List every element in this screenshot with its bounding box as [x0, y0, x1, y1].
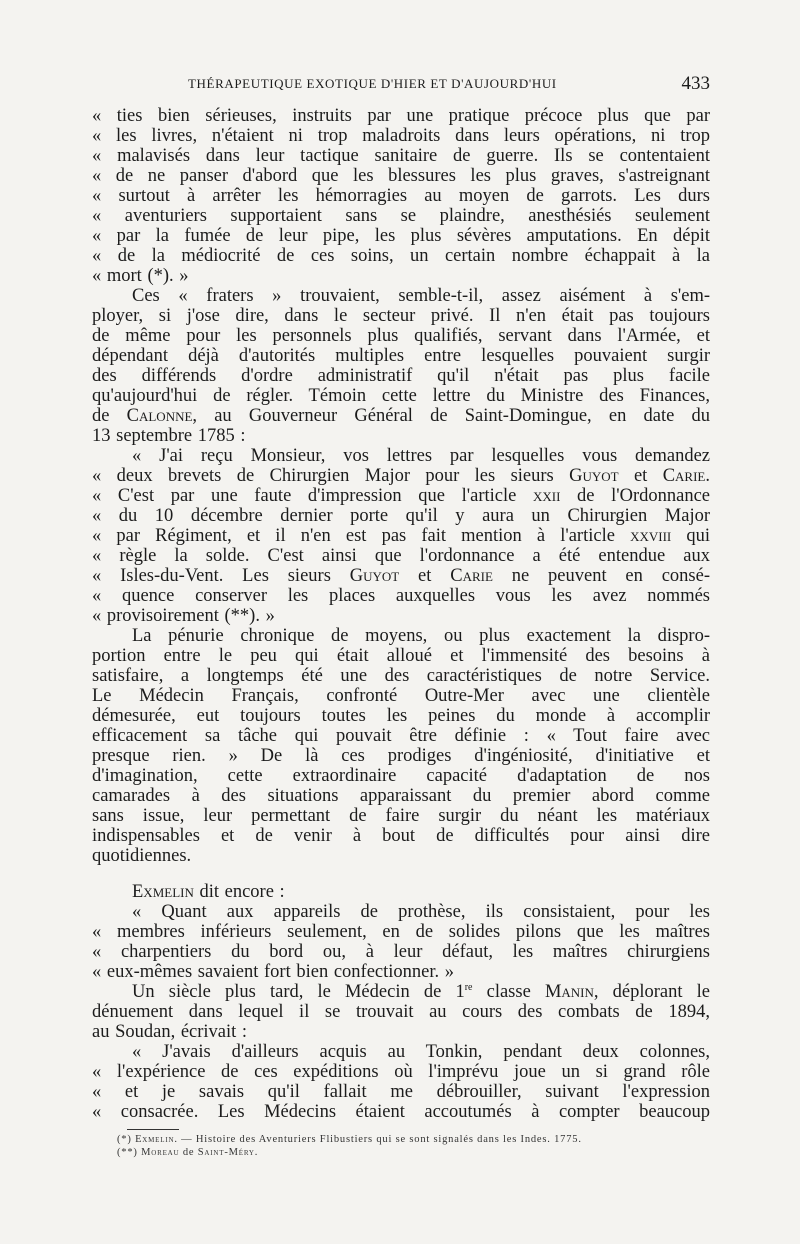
- text-line: [92, 486, 710, 506]
- paragraph-exmelin-intro: [92, 882, 710, 902]
- text-line: [92, 846, 710, 866]
- running-title: THÉRAPEUTIQUE EXOTIQUE D'HIER ET D'AUJOURD'HUI: [188, 76, 557, 91]
- text-segment: qui: [671, 526, 711, 546]
- text-segment: « Quant aux appareils de prothèse, ils consistaient, pour les: [132, 902, 710, 922]
- text-segment: « ties bien sérieuses, instruits par une pratique précoce plus que par: [92, 106, 710, 126]
- text-line: [92, 526, 710, 546]
- footnote-mark: (*): [117, 1134, 132, 1145]
- text-line: [92, 166, 710, 186]
- quote-continued: [92, 106, 710, 286]
- text-line: [92, 982, 710, 1002]
- text-segment: dit encore :: [193, 882, 285, 902]
- paragraph-manin: [92, 982, 710, 1042]
- text-segment: « Isles-du-Vent. Les sieurs: [92, 566, 350, 586]
- text-line: [92, 246, 710, 266]
- text-line: [92, 506, 710, 526]
- small-caps-name: Manin: [544, 982, 594, 1002]
- text-segment: « l'expérience de ces expéditions où l'imprévu joue un si grand rôle: [92, 1062, 710, 1082]
- text-line: [92, 686, 710, 706]
- text-segment: « membres inférieurs seulement, en de solides pilons que les maîtres: [92, 922, 710, 942]
- footnote-text: de: [179, 1147, 198, 1158]
- text-line: [92, 346, 710, 366]
- small-caps-name: Exmelin: [132, 882, 194, 902]
- text-line: [92, 902, 710, 922]
- text-segment: .: [705, 466, 710, 486]
- text-segment: ployer, si j'ose dire, dans le secteur privé. Il n'en était pas toujours: [92, 306, 710, 326]
- text-segment: « consacrée. Les Médecins étaient accoutumés à compter beaucoup: [92, 1102, 710, 1122]
- text-segment: ne peuvent en consé-: [492, 566, 711, 586]
- text-line: [92, 626, 710, 646]
- text-segment: classe: [472, 982, 545, 1002]
- text-segment: des différends d'ordre administratif qu'il n'était pas plus facile: [92, 366, 710, 386]
- text-segment: 13 septembre 1785 :: [92, 426, 246, 446]
- text-line: [92, 406, 710, 426]
- text-line: [92, 466, 710, 486]
- text-segment: sans issue, leur permettant de faire surgir du néant les matériaux: [92, 806, 710, 826]
- text-line: [92, 386, 710, 406]
- text-line: [92, 366, 710, 386]
- text-segment: quotidiennes.: [92, 846, 192, 866]
- text-line: [92, 766, 710, 786]
- text-line: [92, 706, 710, 726]
- text-segment: démesurée, eut toujours toutes les peines du monde à accomplir: [92, 706, 710, 726]
- text-line: [92, 1022, 710, 1042]
- text-line: [92, 1082, 710, 1102]
- text-segment: « surtout à arrêter les hémorragies au moyen de garrots. Les durs: [92, 186, 710, 206]
- small-caps-name: Calonne: [126, 406, 193, 426]
- quote-exmelin: [92, 902, 710, 982]
- text-segment: satisfaire, a longtemps été une des caractéristiques de notre Service.: [92, 666, 710, 686]
- text-segment: camarades à des situations apparaissant du premier abord comme: [92, 786, 710, 806]
- text-line: [92, 226, 710, 246]
- small-caps-name: xxii: [532, 486, 561, 506]
- text-segment: « J'avais d'ailleurs acquis au Tonkin, pendant deux colonnes,: [132, 1042, 710, 1062]
- text-segment: , déplorant le: [593, 982, 711, 1002]
- text-segment: dénuement dans lequel il se trouvait au cours des combats de 1894,: [92, 1002, 710, 1022]
- footnote-author: Moreau: [141, 1147, 180, 1158]
- text-line: [92, 206, 710, 226]
- quote-calonne-letter: [92, 446, 710, 626]
- text-segment: « par Régiment, et il n'en est pas fait mention à l'article: [92, 526, 631, 546]
- text-line: [92, 922, 710, 942]
- text-line: [92, 666, 710, 686]
- footnote-author: Saint-Méry: [197, 1147, 255, 1158]
- text-segment: efficacement sa tâche qui pouvait être définie : « Tout faire avec: [92, 726, 710, 746]
- text-segment: « les livres, n'étaient ni trop maladroits dans leurs opérations, ni trop: [92, 126, 710, 146]
- page-body: [92, 106, 710, 1122]
- text-line: [92, 826, 710, 846]
- footnote-2: [117, 1146, 582, 1159]
- text-segment: d'imagination, cette extraordinaire capacité d'adaptation de nos: [92, 766, 710, 786]
- footnote-1: [117, 1133, 582, 1146]
- text-line: [92, 426, 710, 446]
- text-segment: « de ne panser d'abord que les blessures les plus graves, s'astreignant: [92, 166, 710, 186]
- text-segment: « aventuriers supportaient sans se plaindre, anesthésiés seulement: [92, 206, 710, 226]
- text-segment: « charpentiers du bord ou, à leur défaut, les maîtres chirurgiens: [92, 942, 710, 962]
- text-line: [92, 1042, 710, 1062]
- text-line: [92, 546, 710, 566]
- text-segment: indispensables et de venir à bout de difficultés pour ainsi dire: [92, 826, 710, 846]
- text-line: [92, 106, 710, 126]
- text-segment: dépendant déjà d'autorités multiples entre lesquelles pouvaient surgir: [92, 346, 710, 366]
- text-segment: La pénurie chronique de moyens, ou plus exactement la dispro-: [132, 626, 710, 646]
- text-segment: Ces « fraters » trouvaient, semble-t-il, assez aisément à s'em-: [132, 286, 710, 306]
- footnote-text: . — Histoire des Aventuriers Flibustiers qui se sont signalés dans les Indes. 1775.: [174, 1134, 582, 1145]
- paragraph-fraters: [92, 286, 710, 446]
- text-segment: « mort (*). »: [92, 266, 189, 286]
- text-line: [92, 962, 710, 982]
- text-line: [92, 306, 710, 326]
- text-segment: de même pour les personnels plus qualifiés, servant dans l'Armée, et: [92, 326, 710, 346]
- footnote-rule: [127, 1129, 179, 1130]
- footnotes: [117, 1133, 582, 1159]
- text-segment: « eux-mêmes savaient fort bien confectionner. »: [92, 962, 454, 982]
- text-line: [92, 942, 710, 962]
- text-segment: presque rien. » De là ces prodiges d'ingéniosité, d'initiative et: [92, 746, 710, 766]
- footnote-text: .: [254, 1147, 259, 1158]
- text-segment: « du 10 décembre dernier porte qu'il y aura un Chirurgien Major: [92, 506, 710, 526]
- text-segment: « J'ai reçu Monsieur, vos lettres par lesquelles vous demandez: [132, 446, 710, 466]
- text-segment: « de la médiocrité de ces soins, un certain nombre échappait à la: [92, 246, 710, 266]
- page-number: 433: [681, 73, 710, 94]
- text-segment: au Soudan, écrivait :: [92, 1022, 248, 1042]
- text-line: [92, 786, 710, 806]
- text-segment: « malavisés dans leur tactique sanitaire de guerre. Ils se contentaient: [92, 146, 710, 166]
- small-caps-name: xxviii: [630, 526, 672, 546]
- text-segment: « quence conserver les places auxquelles vous les avez nommés: [92, 586, 710, 606]
- text-segment: « deux brevets de Chirurgien Major pour les sieurs: [92, 466, 570, 486]
- text-line: [92, 566, 710, 586]
- text-line: [92, 446, 710, 466]
- superscript: re: [464, 981, 473, 993]
- text-line: [92, 266, 710, 286]
- small-caps-name: Guyot: [349, 566, 400, 586]
- text-line: [92, 1062, 710, 1082]
- text-segment: de: [92, 406, 127, 426]
- text-segment: et: [618, 466, 663, 486]
- text-line: [92, 286, 710, 306]
- text-line: [92, 606, 710, 626]
- text-line: [92, 1002, 710, 1022]
- paragraph-penurie: [92, 626, 710, 866]
- text-line: [92, 586, 710, 606]
- text-segment: , au Gouverneur Général de Saint-Domingue, en date du: [192, 406, 710, 426]
- quote-manin: [92, 1042, 710, 1122]
- footnote-mark: (**): [117, 1147, 138, 1158]
- text-segment: « et je savais qu'il fallait me débrouiller, suivant l'expression: [92, 1082, 710, 1102]
- small-caps-name: Guyot: [569, 466, 619, 486]
- small-caps-name: Carie: [450, 566, 493, 586]
- footnote-author: Exmelin: [135, 1134, 175, 1145]
- text-line: [92, 1102, 710, 1122]
- text-segment: « par la fumée de leur pipe, les plus sévères amputations. En dépit: [92, 226, 710, 246]
- text-segment: de l'Ordonnance: [560, 486, 710, 506]
- text-line: [92, 186, 710, 206]
- text-line: [92, 746, 710, 766]
- text-segment: Un siècle plus tard, le Médecin de 1: [132, 982, 465, 1002]
- text-segment: portion entre le peu qui était alloué et l'immensité des besoins à: [92, 646, 710, 666]
- text-segment: « règle la solde. C'est ainsi que l'ordonnance a été entendue aux: [92, 546, 710, 566]
- text-line: [92, 646, 710, 666]
- text-segment: qu'aujourd'hui de régler. Témoin cette lettre du Ministre des Finances,: [92, 386, 710, 406]
- text-line: [92, 126, 710, 146]
- text-segment: Le Médecin Français, confronté Outre-Mer avec une clientèle: [92, 686, 710, 706]
- text-segment: « C'est par une faute d'impression que l'article: [92, 486, 533, 506]
- text-line: [92, 882, 710, 902]
- text-line: [92, 726, 710, 746]
- small-caps-name: Carie: [662, 466, 706, 486]
- running-header: [92, 74, 710, 96]
- text-line: [92, 326, 710, 346]
- text-line: [92, 146, 710, 166]
- text-line: [92, 806, 710, 826]
- text-segment: « provisoirement (**). »: [92, 606, 275, 626]
- text-segment: et: [399, 566, 451, 586]
